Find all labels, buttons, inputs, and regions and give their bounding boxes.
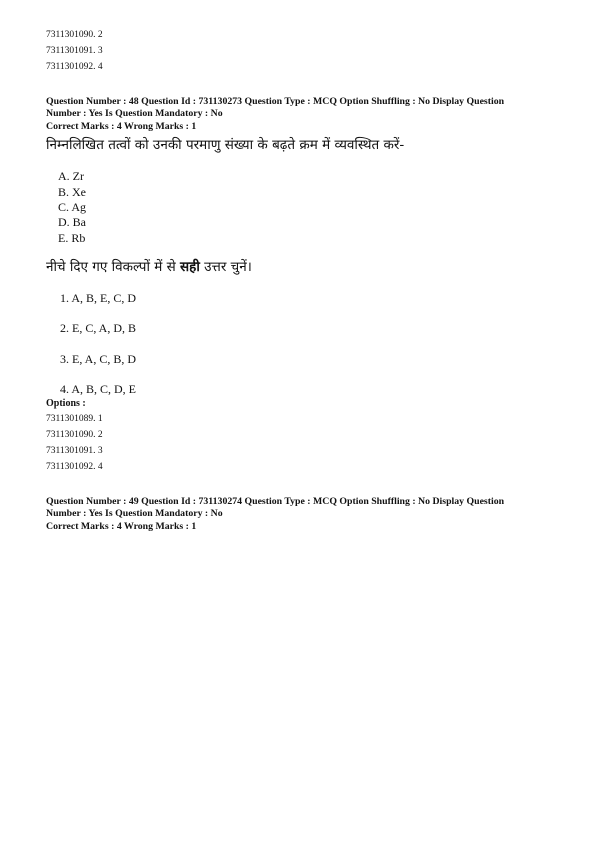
q48-item-a: A. Zr	[58, 169, 84, 183]
q49-header-line1: Question Number : 49 Question Id : 731130274 Question Type : MCQ Option Shuffling : No Display Question	[46, 496, 505, 507]
prev-option-4: 7311301092. 4	[46, 62, 103, 72]
q48-choice-2: 2. E, C, A, D, B	[60, 321, 137, 335]
q49-header-line3: Correct Marks : 4 Wrong Marks : 1	[46, 521, 197, 532]
q48-header-line3: Correct Marks : 4 Wrong Marks : 1	[46, 121, 197, 132]
prev-option-3: 7311301091. 3	[46, 46, 103, 56]
q48-instruction-bold: सही	[180, 259, 200, 275]
q48-item-b: B. Xe	[58, 185, 86, 199]
q48-header-line2: Number : Yes Is Question Mandatory : No	[46, 108, 223, 119]
q48-option-4: 7311301092. 4	[46, 462, 103, 472]
q48-question-text: निम्नलिखित तत्वों को उनकी परमाणु संख्या के बढ़ते क्रम में व्यवस्थित करें-	[46, 137, 405, 153]
q48-item-e: E. Rb	[58, 231, 86, 245]
q48-header-line1: Question Number : 48 Question Id : 731130273 Question Type : MCQ Option Shuffling : No Display Question	[46, 96, 505, 107]
q49-header-line2: Number : Yes Is Question Mandatory : No	[46, 508, 223, 519]
q48-item-d: D. Ba	[58, 215, 86, 229]
q48-choice-4: 4. A, B, C, D, E	[60, 382, 137, 396]
q48-item-c: C. Ag	[58, 200, 87, 214]
q48-option-3: 7311301091. 3	[46, 446, 103, 456]
q48-option-2: 7311301090. 2	[46, 430, 103, 440]
prev-option-2: 7311301090. 2	[46, 30, 103, 40]
q48-instruction-pre: नीचे दिए गए विकल्पों में से	[46, 259, 181, 275]
q48-choice-3: 3. E, A, C, B, D	[60, 352, 137, 366]
q48-instruction	[46, 258, 252, 276]
q48-options-label: Options :	[46, 398, 86, 409]
q48-choice-1: 1. A, B, E, C, D	[60, 291, 137, 305]
q48-instruction-post: उत्तर चुनें।	[199, 259, 252, 275]
q48-option-1: 7311301089. 1	[46, 414, 103, 424]
